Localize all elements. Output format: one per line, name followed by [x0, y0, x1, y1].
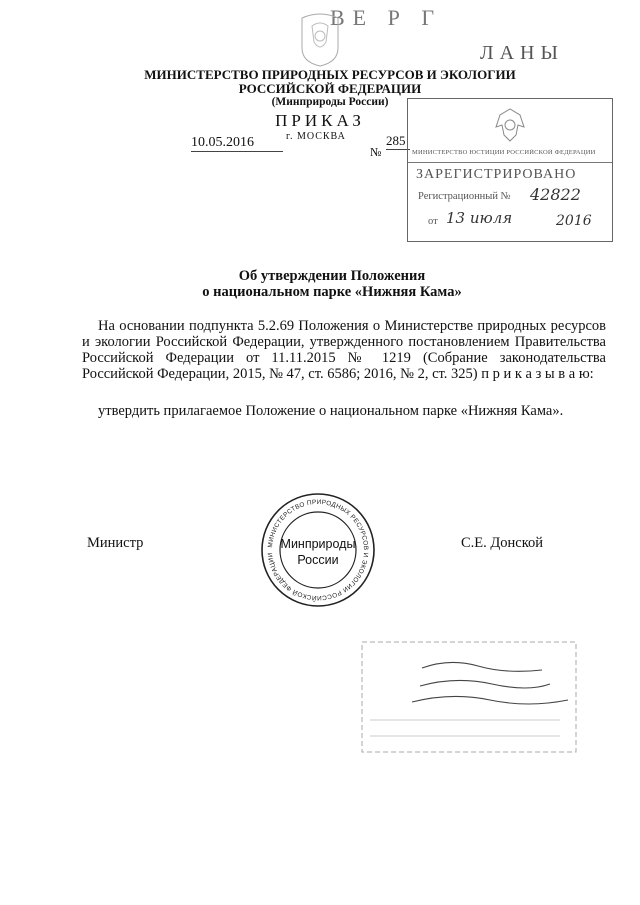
document-type: ПРИКАЗ: [275, 111, 365, 130]
stamp-date-prefix: от: [428, 216, 438, 227]
handwritten-mark-top: ВЕ Р Г: [330, 5, 443, 30]
seal-center-line1: Минприроды: [280, 537, 356, 551]
body-paragraph-2: утвердить прилагаемое Положение о национальном парке «Нижняя Кама».: [98, 403, 564, 419]
order-city: г. МОСКВА: [286, 131, 346, 142]
handwritten-mark-right: ЛАНЫ: [480, 42, 564, 64]
order-date: 10.05.2016: [191, 135, 283, 152]
seal-ring-text: МИНИСТЕРСТВО ПРИРОДНЫХ РЕСУРСОВ И ЭКОЛОГИИ РОССИЙСКОЙ ФЕДЕРАЦИИ: [266, 498, 370, 602]
note-scribbles: [360, 640, 582, 755]
stamp-registration-label: Регистрационный №: [418, 191, 511, 202]
document-title-line1: Об утверждении Положения: [238, 268, 426, 284]
ministry-name-line1: МИНИСТЕРСТВО ПРИРОДНЫХ РЕСУРСОВ И ЭКОЛОГИИ: [144, 67, 516, 82]
signatory-position: Министр: [87, 535, 144, 551]
body-paragraph-1: На основании подпункта 5.2.69 Положения о Министерстве природных ресурсов и экологии Российской Федерации, утвержденного постановлением Правительства Российской Федерации от 11.11.2015 № 1219 (Собрание законодательства Российской Федерации, 2015, № 47, ст. 6586; 2016, № 2, ст. 325) п р и к а з ы в а ю:: [82, 318, 606, 382]
signatory-name: С.Е. Донской: [461, 535, 544, 551]
order-number: 285: [386, 133, 410, 150]
official-seal: [258, 490, 378, 610]
ministry-short-name: (Минприроды России): [271, 96, 389, 108]
stamp-title: ЗАРЕГИСТРИРОВАНО: [416, 167, 577, 182]
stamp-date: 13 июля: [446, 209, 513, 227]
stamp-header: МИНИСТЕРСТВО ЮСТИЦИИ РОССИЙСКОЙ ФЕДЕРАЦИИ: [412, 149, 596, 156]
stamp-registration-number: 42822: [530, 185, 581, 204]
document-title-line2: о национальном парке «Нижняя Кама»: [202, 284, 462, 300]
seal-center-line2: России: [297, 553, 339, 567]
ministry-name-line2: РОССИЙСКОЙ ФЕДЕРАЦИИ: [238, 81, 422, 96]
eagle-emblem-icon: [492, 105, 528, 145]
number-sign: №: [370, 145, 382, 159]
stamp-year: 2016: [556, 213, 592, 229]
handwritten-note: [360, 640, 582, 755]
stamp-divider: [408, 162, 612, 163]
coat-of-arms-icon: [296, 12, 344, 68]
registration-stamp: [407, 98, 613, 242]
